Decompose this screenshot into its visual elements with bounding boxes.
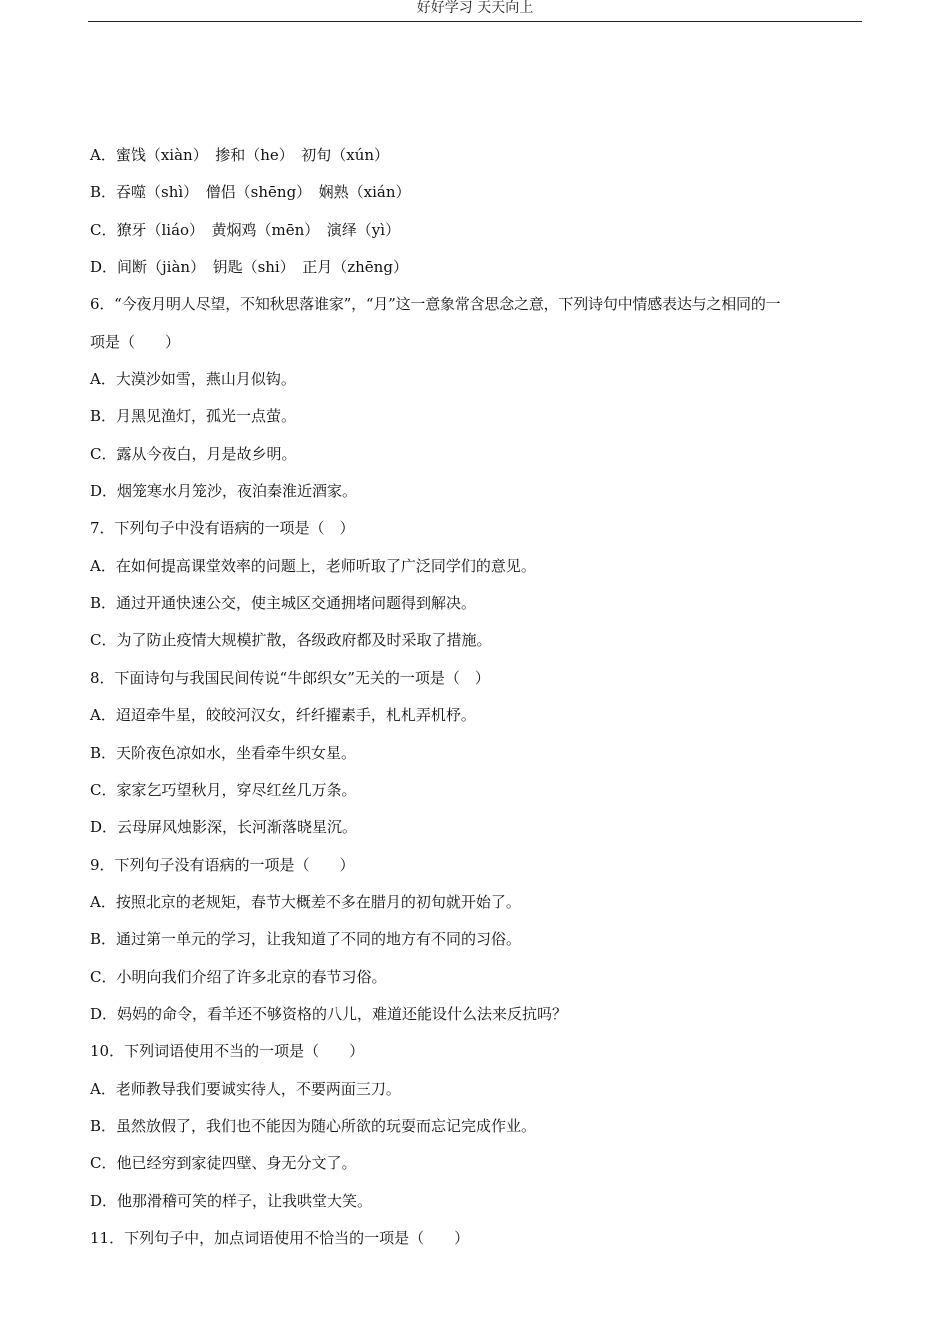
text-line: B．天阶夜色凉如水，坐看牵牛织女星。	[90, 743, 357, 762]
text-line: D．烟笼寒水月笼沙，夜泊秦淮近酒家。	[90, 482, 358, 501]
text-line: B．通过开通快速公交，使主城区交通拥堵问题得到解决。	[90, 594, 477, 613]
text-line: A．迢迢牵牛星，皎皎河汉女，纤纤擢素手，札札弄机杼。	[90, 706, 476, 725]
text-line: A．大漠沙如雪，燕山月似钩。	[90, 370, 296, 389]
text-line: A．按照北京的老规矩，春节大概差不多在腊月的初旬就开始了。	[90, 892, 521, 911]
text-line: C．为了防止疫情大规模扩散，各级政府都及时采取了措施。	[90, 631, 492, 650]
page-header	[88, 0, 862, 22]
text-line: A．在如何提高课堂效率的问题上，老师听取了广泛同学们的意见。	[90, 556, 536, 575]
text-line: B．月黑见渔灯，孤光一点萤。	[90, 407, 297, 426]
question-7: 7．下列句子中没有语病的一项是（ ）	[90, 519, 355, 538]
text-line: A．老师教导我们要诚实待人，不要两面三刀。	[90, 1079, 401, 1098]
text-line: B．虽然放假了，我们也不能因为随心所欲的玩耍而忘记完成作业。	[90, 1116, 537, 1135]
question-10: 10．下列词语使用不当的一项是（ ）	[90, 1042, 365, 1061]
question-6: 6．“今夜月明人尽望，不知秋思落谁家”，“月”这一意象常含思念之意，下列诗句中情感表达与之相同的一	[90, 295, 781, 314]
text-line: D．他那滑稽可笑的样子，让我哄堂大笑。	[90, 1191, 373, 1210]
document-body	[90, 140, 862, 1260]
text-line: D．间断（jiàn） 钥匙（shi） 正月（zhēng）	[90, 258, 408, 277]
text-line: D．云母屏风烛影深，长河渐落晓星沉。	[90, 818, 358, 837]
text-line: B．吞噬（shì） 僧侣（shēng） 娴熟（xián）	[90, 183, 411, 202]
question-11: 11．下列句子中，加点词语使用不恰当的一项是（ ）	[90, 1228, 470, 1247]
text-line: C．小明向我们介绍了许多北京的春节习俗。	[90, 967, 387, 986]
question-9: 9．下列句子没有语病的一项是（ ）	[90, 855, 355, 874]
text-line: C．獠牙（liáo） 黄焖鸡（mēn） 演绎（yì）	[90, 220, 401, 239]
text-line: D．妈妈的命令，看羊还不够资格的八儿，难道还能设什么法来反抗吗？	[90, 1004, 568, 1023]
text-line: 项是（ ）	[90, 332, 181, 351]
text-line: B．通过第一单元的学习，让我知道了不同的地方有不同的习俗。	[90, 930, 522, 949]
text-line: C．家家乞巧望秋月，穿尽红丝几万条。	[90, 780, 357, 799]
question-8: 8．下面诗句与我国民间传说“牛郎织女”无关的一项是（ ）	[90, 668, 490, 687]
text-line: C．他已经穷到家徒四壁、身无分文了。	[90, 1154, 357, 1173]
text-line: A．蜜饯（xiàn） 掺和（he） 初旬（xún）	[90, 146, 390, 164]
text-line: C．露从今夜白，月是故乡明。	[90, 444, 297, 463]
header-title: 好好学习 天天向上	[416, 0, 534, 16]
